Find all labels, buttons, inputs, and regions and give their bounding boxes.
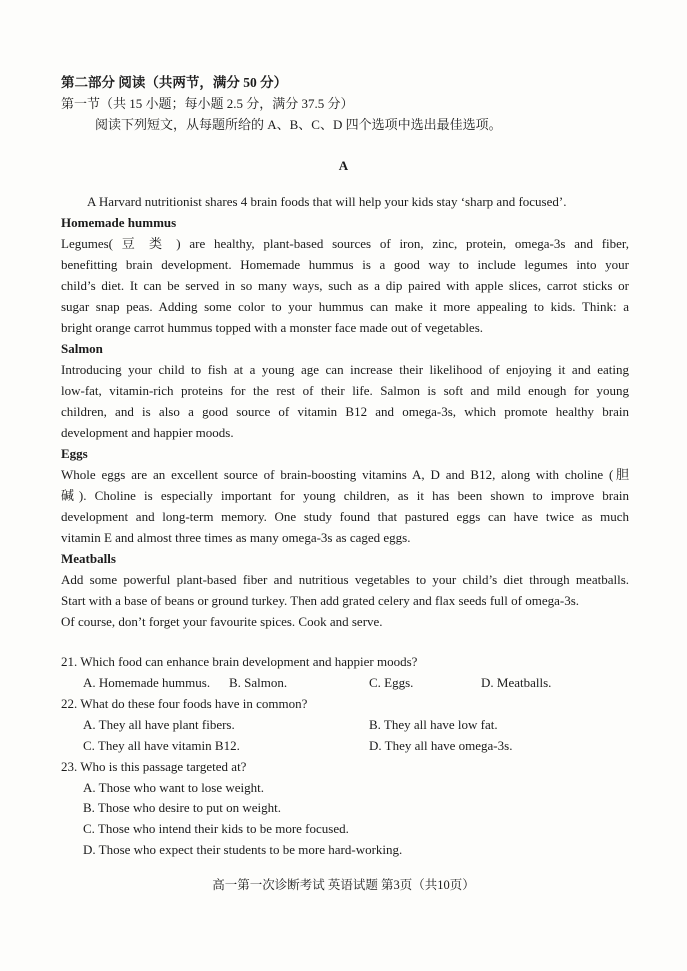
question-23-option-a[interactable]: A. Those who want to lose weight. xyxy=(83,780,265,795)
paragraph-line: Whole eggs are an excellent source of brain-boosting vitamins A, D and B12, along with choline (胆 xyxy=(61,467,629,482)
section-heading-eggs: Eggs xyxy=(61,446,88,461)
paragraph-line: child’s diet. It can be served in so many ways, such as a dip paired with apple slices, carrot sticks or xyxy=(61,278,629,293)
question-22-option-c[interactable]: C. They all have vitamin B12. xyxy=(83,738,240,753)
section-heading-salmon: Salmon xyxy=(61,341,103,356)
paragraph-line: development and happier moods. xyxy=(61,425,234,440)
paragraph-line: sugar snap peas. Adding some color to your hummus can make it more appealing to kids. Think: a xyxy=(61,299,629,314)
section-heading: 第一节（共 15 小题；每小题 2.5 分，满分 37.5 分） xyxy=(61,96,354,111)
question-21-option-b[interactable]: B. Salmon. xyxy=(229,675,288,690)
paragraph-line: Add some powerful plant-based fiber and nutritious vegetables to your child’s diet through meatballs. xyxy=(61,572,629,587)
section-heading-meatballs: Meatballs xyxy=(61,551,116,566)
paragraph-line: 碱). Choline is especially important for young children, as it has been shown to improve brain xyxy=(61,488,629,503)
paragraph-line: Introducing your child to fish at a young age can increase their likelihood of enjoying it and eating xyxy=(61,362,629,377)
paragraph-line: Start with a base of beans or ground turkey. Then add grated celery and flax seeds full of omega-3s. xyxy=(61,593,580,608)
question-22-option-b[interactable]: B. They all have low fat. xyxy=(369,717,498,732)
paragraph-line: bright orange carrot hummus topped with a monster face made out of vegetables. xyxy=(61,320,484,335)
question-23-stem: 23. Who is this passage targeted at? xyxy=(61,759,247,774)
question-21-stem: 21. Which food can enhance brain development and happier moods? xyxy=(61,654,418,669)
paragraph-line: Of course, don’t forget your favourite spices. Cook and serve. xyxy=(61,614,383,629)
paragraph-line: development and long-term memory. One study found that pastured eggs can have twice as much xyxy=(61,509,629,524)
paragraph-line: children, and is also a good source of vitamin B12 and omega-3s, which promote healthy brain xyxy=(61,404,629,419)
instruction-text: 阅读下列短文，从每题所给的 A、B、C、D 四个选项中选出最佳选项。 xyxy=(95,117,502,132)
question-21-option-c[interactable]: C. Eggs. xyxy=(369,675,414,690)
paragraph-line: benefitting brain development. Homemade hummus is a good way to include legumes into your xyxy=(61,257,629,272)
paragraph-line: low-fat, vitamin-rich proteins for the rest of their life. Salmon is soft and mild enough for young xyxy=(61,383,629,398)
question-22-option-d[interactable]: D. They all have omega-3s. xyxy=(369,738,513,753)
passage-intro: A Harvard nutritionist shares 4 brain foods that will help your kids stay ‘sharp and focused’. xyxy=(87,194,567,209)
question-21-option-d[interactable]: D. Meatballs. xyxy=(481,675,552,690)
question-23-option-b[interactable]: B. Those who desire to put on weight. xyxy=(83,800,281,815)
section-heading-hummus: Homemade hummus xyxy=(61,215,177,230)
question-23-option-c[interactable]: C. Those who intend their kids to be more focused. xyxy=(83,821,349,836)
question-22-stem: 22. What do these four foods have in common? xyxy=(61,696,308,711)
paragraph-line: vitamin E and almost three times as many omega-3s as caged eggs. xyxy=(61,530,411,545)
question-21-option-a[interactable]: A. Homemade hummus. xyxy=(83,675,211,690)
page-footer: 高一第一次诊断考试 英语试题 第3页（共10页） xyxy=(212,878,475,892)
question-23-option-d[interactable]: D. Those who expect their students to be more hard-working. xyxy=(83,842,403,857)
paragraph-line: Legumes( 豆 类 ) are healthy, plant-based sources of iron, zinc, protein, omega-3s and fiber, xyxy=(61,236,629,251)
question-22-option-a[interactable]: A. They all have plant fibers. xyxy=(83,717,235,732)
passage-label: A xyxy=(338,158,349,173)
part-heading: 第二部分 阅读（共两节，满分 50 分） xyxy=(61,75,288,90)
